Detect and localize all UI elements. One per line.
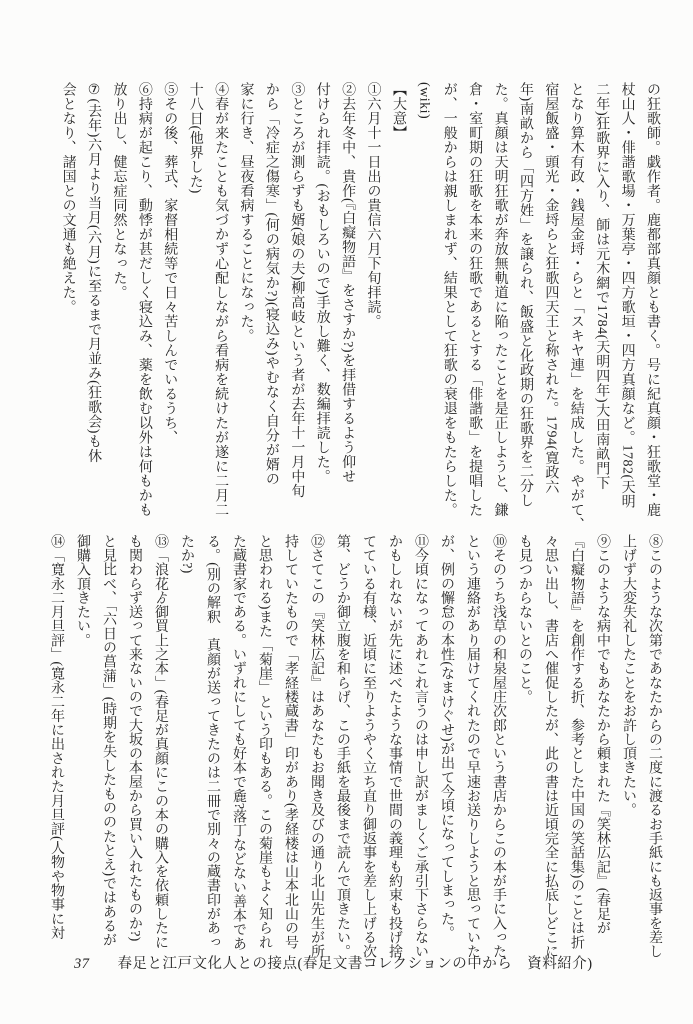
text-line: 杖山人・俳諧歌場・万葉亭・四方歌垣・四方真顔など。1782(天明 (619, 82, 635, 509)
text-line: 十八日(他界した) (187, 82, 203, 194)
text-line: た蔵書家である。いずれにしても好本で麁?落丁などない善本であ (231, 534, 246, 951)
text-line: 【大意】 (390, 82, 406, 140)
text-line: ⑤その後、葬式、家督相続等で日々苦しんでいるうち、 (162, 82, 178, 445)
text-line: 付けられ拝読。(おもしろいので)手放し難く、数編拝読した。 (314, 82, 330, 484)
text-line: も関わらず送って来ないので大坂の本屋から買い入れたものか?) (127, 534, 142, 942)
text-line: ①六月十一日出の貴信六月下旬拝読。 (365, 82, 381, 329)
text-line: から「冷症之傷寒」(何の病気か?)(寝込み)やむなく自分が婿の (263, 82, 279, 487)
text-line: 倉・室町期の狂歌を本来の狂歌であるとする「俳諧歌」を提唱した (467, 82, 483, 517)
text-line: 年)南畝から「四方姓」を譲られ、飯盛と化政期の狂歌界を二分し (517, 82, 533, 508)
text-line: 上げず大変失礼したことをお許し頂きたい。 (621, 534, 636, 817)
top-text-block (55, 82, 665, 532)
text-line: ⑦(去年)六月より当月(六月)に至るまで月並み(狂歌会)も休 (86, 82, 102, 463)
text-line: (wiki) (416, 82, 432, 120)
text-line: ⑪今頃になってあれこれ言うのは申し訳がましくご承引下さらない (413, 534, 428, 959)
text-line: の狂歌師。戯作者。鹿都部真顔とも書く。号に紀真顔・狂歌堂・鹿 (645, 82, 660, 517)
text-line: 会となり、諸国との文通も絶えた。 (60, 82, 76, 314)
text-line: という連絡があり届けてくれたので早速お送りしようと思っていた (465, 534, 480, 959)
text-line: る。(別の解釈 真顔が送ってきたのは二冊で別々の蔵書印があっ (205, 534, 220, 950)
text-line: 御購入頂きたい。 (75, 534, 90, 648)
text-line: かもしれないが先に述べたような事情で世間の義理も約束も投げ捨 (387, 534, 402, 959)
text-line: と見比べ、「六日の菖蒲」(時期を失したもののたとえ)ではあるが (101, 534, 116, 947)
page-footer (74, 952, 593, 973)
text-line: た。真顔は天明狂歌が奔放無軌道に陥ったことを是正しようと、鎌 (492, 82, 508, 517)
text-line: 二年)狂歌界に入り、師は元木網で1784(天明四年)大田南畝門下 (594, 82, 610, 490)
text-line: と思われる)また「菊崖」という印もある。この菊崖もよく知られ (257, 534, 272, 950)
text-line: ③ところが測らずも婿(娘の夫)柳高岐という者が去年十一月中旬 (289, 82, 305, 499)
text-line: ⑥持病が起こり、動悸が甚だしく寝込み、薬を飲む以外は何もかも (136, 82, 152, 517)
text-line: が、例の懈怠の本性(なまけぐせ)が出て今頃になってしまった。 (439, 534, 454, 940)
text-line: ⑬「浪花ゟ御買上之本」(春足が真顔にこの本の購入を依頼したに (153, 534, 168, 950)
text-line: が、一般からは親しまれず、結果として狂歌の衰退をもたらした。 (441, 82, 457, 517)
text-line: たか?) (179, 534, 194, 574)
text-line: 宿屋飯盛・頭光・金埒らと狂歌四天王と称された。1794(寛政六 (543, 82, 559, 495)
text-line: ⑩そのうち浅草の和泉屋庄次郎という書店からこの本が手に入った (491, 534, 506, 959)
text-line: ②去年冬中、貴作(『白癡物語』をさすか?)を拝借するよう仰せ (340, 82, 356, 484)
text-line: 第、どうか御立腹を和らげ、この手紙を最後まで読んで頂きたい。 (335, 534, 350, 959)
text-line: ⑫さてこの『笑林広記』はあなたもお聞き及びの通り北山先生が所 (309, 534, 324, 959)
text-line: 家に行き、昼夜看病することになった。 (238, 82, 254, 343)
text-line: ⑧このような次第であなたからの二度に渡るお手紙にも返事を差し (647, 534, 662, 959)
page-number: 37 (74, 956, 90, 972)
text-line: 『白癡物語』を創作する折、参考とした中国の笑話集)のことは折 (569, 534, 584, 950)
footer-title: 春足と江戸文化人との接点(春足文書コレクションの中から 資料紹介) (117, 956, 593, 972)
text-line: ⑭「寛永二月旦評」(寛永二年に出された月旦評(人物や物事に対 (49, 534, 64, 940)
text-line: 放り出し、健忘症同然となった。 (111, 82, 127, 300)
text-line: 々思い出し、書店へ催促したが、此の書は近頃完全に払底しどこに (543, 534, 558, 959)
text-line: も見つからないとのこと。 (517, 534, 532, 704)
text-line: となり算木有政・銭屋金埒・らと「スキヤ連」を結成した。やがて、 (568, 82, 584, 532)
text-line: ④春が来たことも気づかず心配しながら看病を続けたが遂に二月二 (213, 82, 229, 517)
bottom-text-block (43, 534, 667, 959)
text-line: 持していたもので「孝経楼蔵書」印があり(孝経楼は山本北山の号 (283, 534, 298, 950)
text-line: てている有様、近頃に至りようやく立ち直り御返事を差し上げる次 (361, 534, 376, 959)
text-line: ⑨このような病中でもあなたから頼まれた『笑林広記』(春足が (595, 534, 610, 936)
